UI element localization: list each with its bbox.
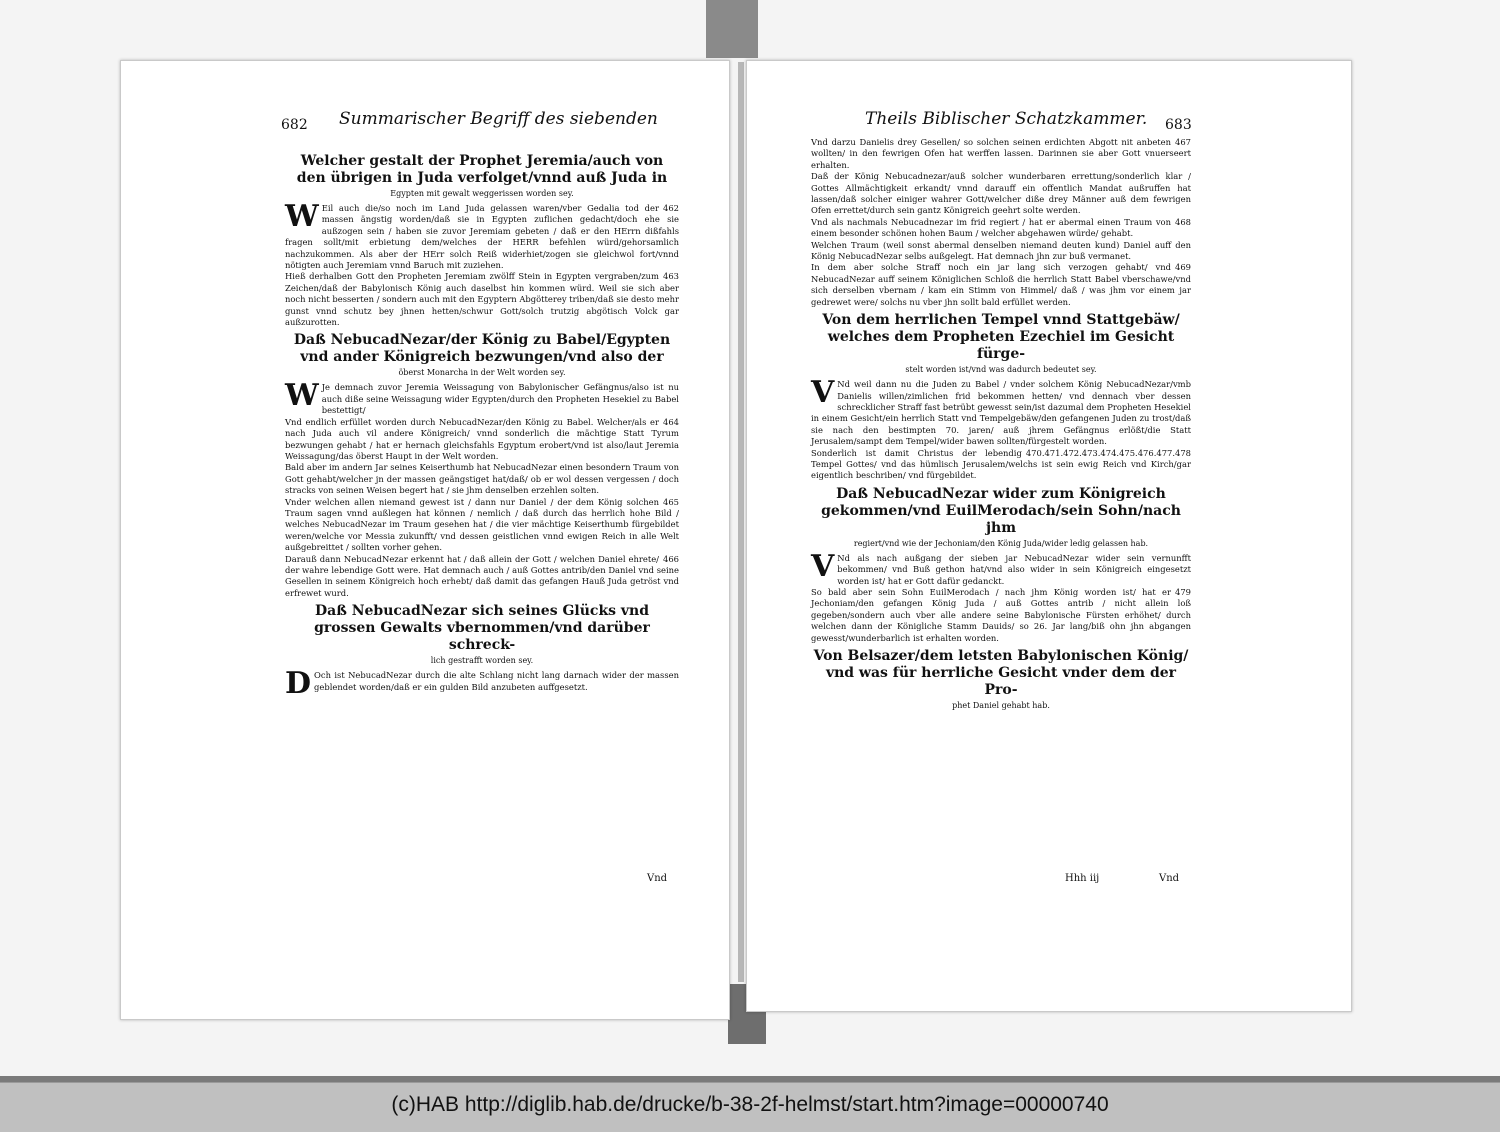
verse-reference: 463 xyxy=(663,271,679,282)
paragraph xyxy=(811,171,1191,217)
paragraph-text: Daß der König Nebucadnezar/auß solcher wunderbaren errettung/sonderlich klar / Gottes Allmächtigkeit erkandt/ vnnd darauff ein offentlich Mandat außruffen hat lassen/daß solcher einiger wahrer Gott/welcher diße drey Männer auß dem fewrigen Ofen errettet/durch sein gantz Königreich geehrt solte werden. xyxy=(811,171,1191,216)
section-subheading: phet Daniel gehabt hab. xyxy=(952,701,1050,710)
left-page xyxy=(120,60,730,1020)
section xyxy=(811,648,1191,711)
paragraph-text: Je demnach zuvor Jeremia Weissagung von Babylonischer Gefängnus/also ist nu auch diße seine Weissagung wider Egypten/durch den Propheten Hesekiel zu Babel bestettigt/ xyxy=(321,382,679,416)
paragraph-text: Welchen Traum (weil sonst abermal denselben niemand deuten kund) Daniel auff den König NebucadNezar selbs außgelegt. Hat demnach jhn zur buß vermanet. xyxy=(811,239,1191,262)
section xyxy=(285,332,679,599)
running-head: Summarischer Begriff des siebenden xyxy=(339,109,658,129)
paragraph-text: Vnd endlich erfüllet worden durch NebucadNezar/den König zu Babel. Welcher/als er nach Juda auch vil andere Königreich/ vnnd sonderlich die mächtige Statt Tyrum bezwungen gehabt / hat er hernach gleichsfahls Egyptum erobert/vnd ist also/laut Jeremia Weissagung/das öberst Haupt in der Welt worden. xyxy=(285,416,679,461)
section xyxy=(811,486,1191,644)
section xyxy=(811,312,1191,482)
paragraph-text: In dem aber solche Straff noch ein jar lang sich verzogen gehabt/ vnd NebucadNezar auff seinem Königlichen Schloß die herrlich Statt Babel vberschawe/vnd sich derselben vbernam / kam ein Stimm von Himmel/ daß / was jhm vor einem jar gedrewet were/ solchs nu vber jhn sollt bald erfüllet werden. xyxy=(811,262,1191,307)
right-text-column xyxy=(811,137,1191,882)
running-head: Theils Biblischer Schatzkammer. xyxy=(865,109,1148,129)
paragraph xyxy=(285,462,679,496)
left-text-column xyxy=(285,149,679,884)
section-subheading: öberst Monarcha in der Welt worden sey. xyxy=(398,368,566,378)
paragraph-text: Darauß dann NebucadNezar erkennt hat / daß allein der Gott / welchen Daniel ehrete/ der wahre lebendige Gott were. Hat demnach auch / auß Gottes antrib/den Daniel vnd seine Gesellen in seinem Königreich hoch erhebt/ daß damit das gefangen Hauß Juda getröst vnd erfrewet wurd. xyxy=(285,553,679,598)
paragraph-text: Eil auch die/so noch im Land Juda gelassen waren/vber Gedalia tod der massen ängstig worden/daß sie in Egypten zuflichen gedacht/doch ehe sie außzogen sein / haben sie zuvor Jeremiam gebeten / daß er den HErrn dißfahls fragen sollt/mit erbietung dem/welches der HERR befehlen würd/gehorsamlich nachzukommen. Als aber der HErr solch Reiß widerhiet/zogen sie gleichwol fort/vnnd nötigten auch Jeremiam vnnd Baruch mit zuziehen. xyxy=(285,203,679,271)
drop-capital: V xyxy=(811,548,835,584)
paragraph xyxy=(811,587,1191,644)
paragraph-text: Nd als nach außgang der sieben jar NebucadNezar wider sein vernunfft bekommen/ vnd Buß gethon hat/vnd also wider in sein Königreich eingesetzt worden ist/ hat er Gott dafür gedanckt. xyxy=(837,552,1191,586)
catchword: Vnd xyxy=(1159,873,1180,884)
signature-mark: Hhh iij xyxy=(1065,873,1100,884)
verse-reference: 462 xyxy=(663,203,679,213)
paragraph xyxy=(285,378,679,416)
verse-reference: 468 xyxy=(1175,216,1191,227)
paragraph-text: So bald aber sein Sohn EuilMerodach / nach jhm König worden ist/ hat er Jechoniam/den gefangen König Juda / auß Gottes antrib / nicht allein loß gegeben/sondern auch vber alle andere seine Babylonische Fürsten erhöhet/ durch welchen dann der Königliche Stamm Dauids/ so 26. Jar lang/biß ohn jhn abgangen gewesst/wunderbarlich ist erhalten worden. xyxy=(811,586,1191,643)
paragraph xyxy=(811,375,1191,447)
verse-reference: 465 xyxy=(663,496,679,507)
verse-reference: 467 xyxy=(1175,137,1191,147)
paragraph xyxy=(285,554,679,600)
left-content xyxy=(285,149,679,702)
section-subheading: lich gestrafft worden sey. xyxy=(430,656,534,666)
paragraph-text: Hieß derhalben Gott den Propheten Jeremiam zwölff Stein in Egypten vergraben/zum Zeichen/daß der Babylonisch König auch daselbst hin kommen würd. Weil sie sich aber noch nicht besserten / sondern auch mit den Egyptern Abgötterey triben/daß sie desto mehr gunst vnnd schutz bey jhnen hetten/schwur Gott/solch trutzig abgötisch Volck gar außzurotten. xyxy=(285,271,679,328)
copyright-caption-bar xyxy=(0,1082,1500,1132)
paragraph xyxy=(811,217,1191,240)
paragraph-text: Och ist NebucadNezar durch die alte Schlang nicht lang darnach wider der massen geblendet worden/daß er ein gulden Bild anzubeten auffgesetzt. xyxy=(314,670,679,692)
paragraph xyxy=(811,240,1191,263)
right-page xyxy=(746,60,1352,1012)
copyright-caption: (c)HAB http://diglib.hab.de/drucke/b-38-2f-helmst/start.htm?image=00000740 xyxy=(391,1093,1109,1116)
paragraph xyxy=(285,497,679,554)
drop-capital: W xyxy=(285,199,319,234)
verse-reference: 470.471.472.473.474.475.476.477.478 xyxy=(1025,447,1191,458)
section-subheading: Egypten mit gewalt weggerissen worden sey. xyxy=(390,189,574,198)
section-heading: Daß NebucadNezar wider zum Königreich gekommen/vnd EuilMerodach/sein Sohn/nach jhm xyxy=(821,485,1181,536)
drop-capital: V xyxy=(811,375,835,411)
catchword: Vnd xyxy=(647,873,668,884)
paragraph xyxy=(811,137,1191,171)
section-subheading: stelt worden ist/vnd was dadurch bedeutet sey. xyxy=(905,365,1097,375)
paragraph-text: Vnd darzu Danielis drey Gesellen/ so solchen seinen erdichten Abgott nit anbeten wollten/ in den fewrigen Ofen hat werffen lassen. Darinnen sie aber Gott vnuerseert erhalten. xyxy=(811,137,1191,170)
verse-reference: 466 xyxy=(663,553,679,564)
section xyxy=(285,603,679,702)
section-heading: Von dem herrlichen Tempel vnnd Stattgebäw/ welches dem Propheten Ezechiel im Gesicht fürge- xyxy=(822,312,1180,363)
paragraph xyxy=(811,262,1191,308)
paragraph xyxy=(811,548,1191,587)
section-subheading: regiert/vnd wie der Jechoniam/den König Juda/wider ledig gelassen hab. xyxy=(853,538,1149,548)
paragraph xyxy=(811,448,1191,482)
binding-top xyxy=(706,0,758,58)
paragraph-text: Sonderlich ist damit Christus der lebendig Tempel Gottes/ vnd das hümlisch Jerusalem/welchs ist sein ewig Reich vnd Kirch/gar eigentlich beschriben/ vnd fürgebildet. xyxy=(811,447,1191,481)
section-heading: Daß NebucadNezar sich seines Glücks vnd grossen Gewalts vbernommen/vnd darüber schreck- xyxy=(314,603,650,654)
drop-capital: D xyxy=(285,666,312,702)
page-number: 682 xyxy=(281,117,308,133)
paragraph xyxy=(285,199,679,271)
page-number: 683 xyxy=(1165,117,1192,133)
section-heading: Von Belsazer/dem letsten Babylonischen König/ vnd was für herrliche Gesicht vnder dem der Pro- xyxy=(813,648,1189,698)
paragraph xyxy=(285,666,679,702)
verse-reference: 464 xyxy=(663,416,679,427)
verse-reference: 469 xyxy=(1175,262,1191,273)
verse-reference: 479 xyxy=(1175,586,1191,597)
paragraph-text: Bald aber im andern Jar seines Keiserthumb hat NebucadNezar einen besondern Traum von Gott gehabt/welcher jn der massen geängstiget hat/daß/ ob er wol dessen vergessen / doch stracks von seinen Weisen begert hat / sie jhm denselben erzehlen solten. xyxy=(285,462,679,496)
section-heading: Welcher gestalt der Prophet Jeremia/auch von den übrigen in Juda verfolget/vnnd auß Juda in xyxy=(296,153,668,186)
gutter-shadow xyxy=(738,62,744,982)
paragraph xyxy=(285,271,679,328)
paragraph-text: Nd weil dann nu die Juden zu Babel / vnder solchem König NebucadNezar/vmb Danielis willen/zimlichen frid bekommen hetten/ vnd dennach vber dessen schrecklicher Straff fast betrübt gewesst sein/ist dazumal dem Propheten Hesekiel in einem Gesicht/ein herrlich Statt vnd Tempelgebäw/den gefangenen Juden zu trost/daß sie nach den bestimpten 70. jaren/ auß jhrem Gefängnus erlößt/die Statt Jerusalem/sampt dem Tempel/wider bawen sollten/fürgestelt worden. xyxy=(811,379,1191,447)
section-heading: Daß NebucadNezar/der König zu Babel/Egypten vnd ander Königreich bezwungen/vnd also der xyxy=(293,332,671,366)
drop-capital: W xyxy=(285,378,319,414)
section xyxy=(285,153,679,328)
right-content xyxy=(811,137,1191,715)
paragraph-text: Vnd als nachmals Nebucadnezar im frid regiert / hat er abermal einen Traum von einem besonder schönen hohen Baum / welcher abgehawen würde/ gehabt. xyxy=(811,216,1171,239)
paragraph-text: Vnder welchen allen niemand gewest ist / dann nur Daniel / der dem König solchen Traum sagen vnnd außlegen hat können / nemlich / daß durch das herrlich hohe Bild / welches NebucadNezar im Traum gesehen hat / die vier mächtige Keiserthumb fürgebildet weren/welche vor Messia zukunfft/ vnd dessen geistlichen vnnd ewigen Reich in alle Welt außgebreittet / sollten vorher gehen. xyxy=(285,496,679,553)
paragraph xyxy=(285,417,679,463)
